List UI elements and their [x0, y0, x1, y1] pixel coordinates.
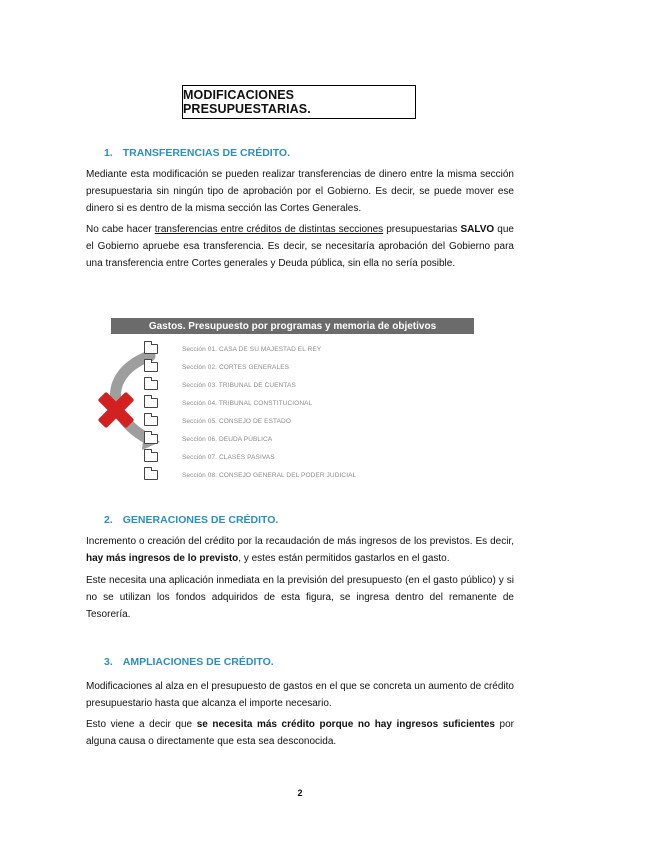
- folder-icon: [144, 452, 158, 462]
- folder-icon: [144, 470, 158, 480]
- folder-icon: [144, 398, 158, 408]
- folder-icon: [144, 362, 158, 372]
- folder-icon: [144, 380, 158, 390]
- row-label: Sección 02. CORTES GENERALES: [182, 363, 290, 371]
- section-3-paragraph-1: Modificaciones al alza en el presupuesto de gastos en el que se concreta un aumento de crédito presupuestario hasta que alcanza el importe necesario.: [86, 681, 514, 709]
- folder-icon: [144, 434, 158, 444]
- section-2-heading: [104, 514, 278, 526]
- figure-header: Gastos. Presupuesto por programas y memoria de objetivos: [111, 318, 474, 334]
- row-label: Sección 01. CASA DE SU MAJESTAD EL REY: [182, 345, 322, 353]
- row-label: Sección 03. TRIBUNAL DE CUENTAS: [182, 381, 296, 389]
- folder-icon: [144, 416, 158, 426]
- figure-row: [144, 466, 356, 484]
- section-3-heading: [104, 656, 274, 668]
- figure-row: [144, 340, 321, 358]
- text-run: presupuestarias: [383, 224, 461, 235]
- section-2-paragraph-1: [86, 533, 514, 567]
- text-run: , y estes están permitidos gastarlos en el gasto.: [238, 553, 450, 564]
- figure-row: [144, 412, 291, 430]
- row-label: Sección 04. TRIBUNAL CONSTITUCIONAL: [182, 399, 313, 407]
- section-1-heading: [104, 147, 290, 159]
- document-title: MODIFICACIONES PRESUPUESTARIAS.: [182, 85, 416, 119]
- text-run: Esto viene a decir que: [86, 719, 197, 730]
- section-3-paragraph-2: [86, 716, 514, 750]
- text-run: Incremento o creación del crédito por la recaudación de más ingresos de los previstos. Es decir,: [86, 536, 514, 547]
- section-2-paragraph-2: Este necesita una aplicación inmediata en la previsión del presupuesto (en el gasto público) y si no se utilizan los fondos adquiridos de esta figura, se ingresa dentro del remanente de Tesorería.: [86, 575, 514, 620]
- row-label: Sección 07. CLASES PASIVAS: [182, 453, 275, 461]
- section-1-paragraph-1: Mediante esta modificación se pueden realizar transferencias de dinero entre la misma sección presupuestaria sin ningún tipo de aprobación por el Gobierno. Es decir, se puede mover ese dinero si es dentro de la misma sección las Cortes Generales.: [86, 169, 514, 214]
- budget-sections-figure: [88, 318, 474, 504]
- section-title: AMPLIACIONES DE CRÉDITO.: [122, 656, 274, 668]
- row-label: Sección 08. CONSEJO GENERAL DEL PODER JUDICIAL: [182, 471, 357, 479]
- row-label: Sección 05. CONSEJO DE ESTADO: [182, 417, 291, 425]
- section-number: 1.: [104, 147, 113, 159]
- figure-row: [144, 430, 272, 448]
- figure-row: [144, 394, 312, 412]
- underlined-text: transferencias entre créditos de distintas secciones: [154, 224, 384, 235]
- text-run: No cabe hacer: [86, 224, 155, 235]
- row-label: Sección 06. DEUDA PÚBLICA: [182, 435, 273, 443]
- figure-row: [144, 376, 296, 394]
- figure-row: [144, 358, 289, 376]
- folder-icon: [144, 344, 158, 354]
- text-run: por alguna causa o directamente que esta sea desconocida.: [86, 719, 515, 747]
- bold-text: hay más ingresos de lo previsto: [86, 553, 239, 564]
- section-title: GENERACIONES DE CRÉDITO.: [122, 514, 279, 526]
- section-1-paragraph-2: [86, 221, 514, 272]
- section-title: TRANSFERENCIAS DE CRÉDITO.: [122, 147, 291, 159]
- section-number: 2.: [104, 514, 113, 526]
- text-run: que el Gobierno apruebe esa transferencia. Es decir, se necesitaría aprobación del Gobierno para una transferencia entre Cortes generales y Deuda pública, sin ella no sería posible.: [86, 224, 514, 269]
- bold-text: se necesita más crédito porque no hay ingresos suficientes: [196, 719, 495, 730]
- page-number: 2: [297, 788, 303, 798]
- section-number: 3.: [104, 656, 113, 668]
- bold-text: SALVO: [460, 224, 495, 235]
- figure-row: [144, 448, 275, 466]
